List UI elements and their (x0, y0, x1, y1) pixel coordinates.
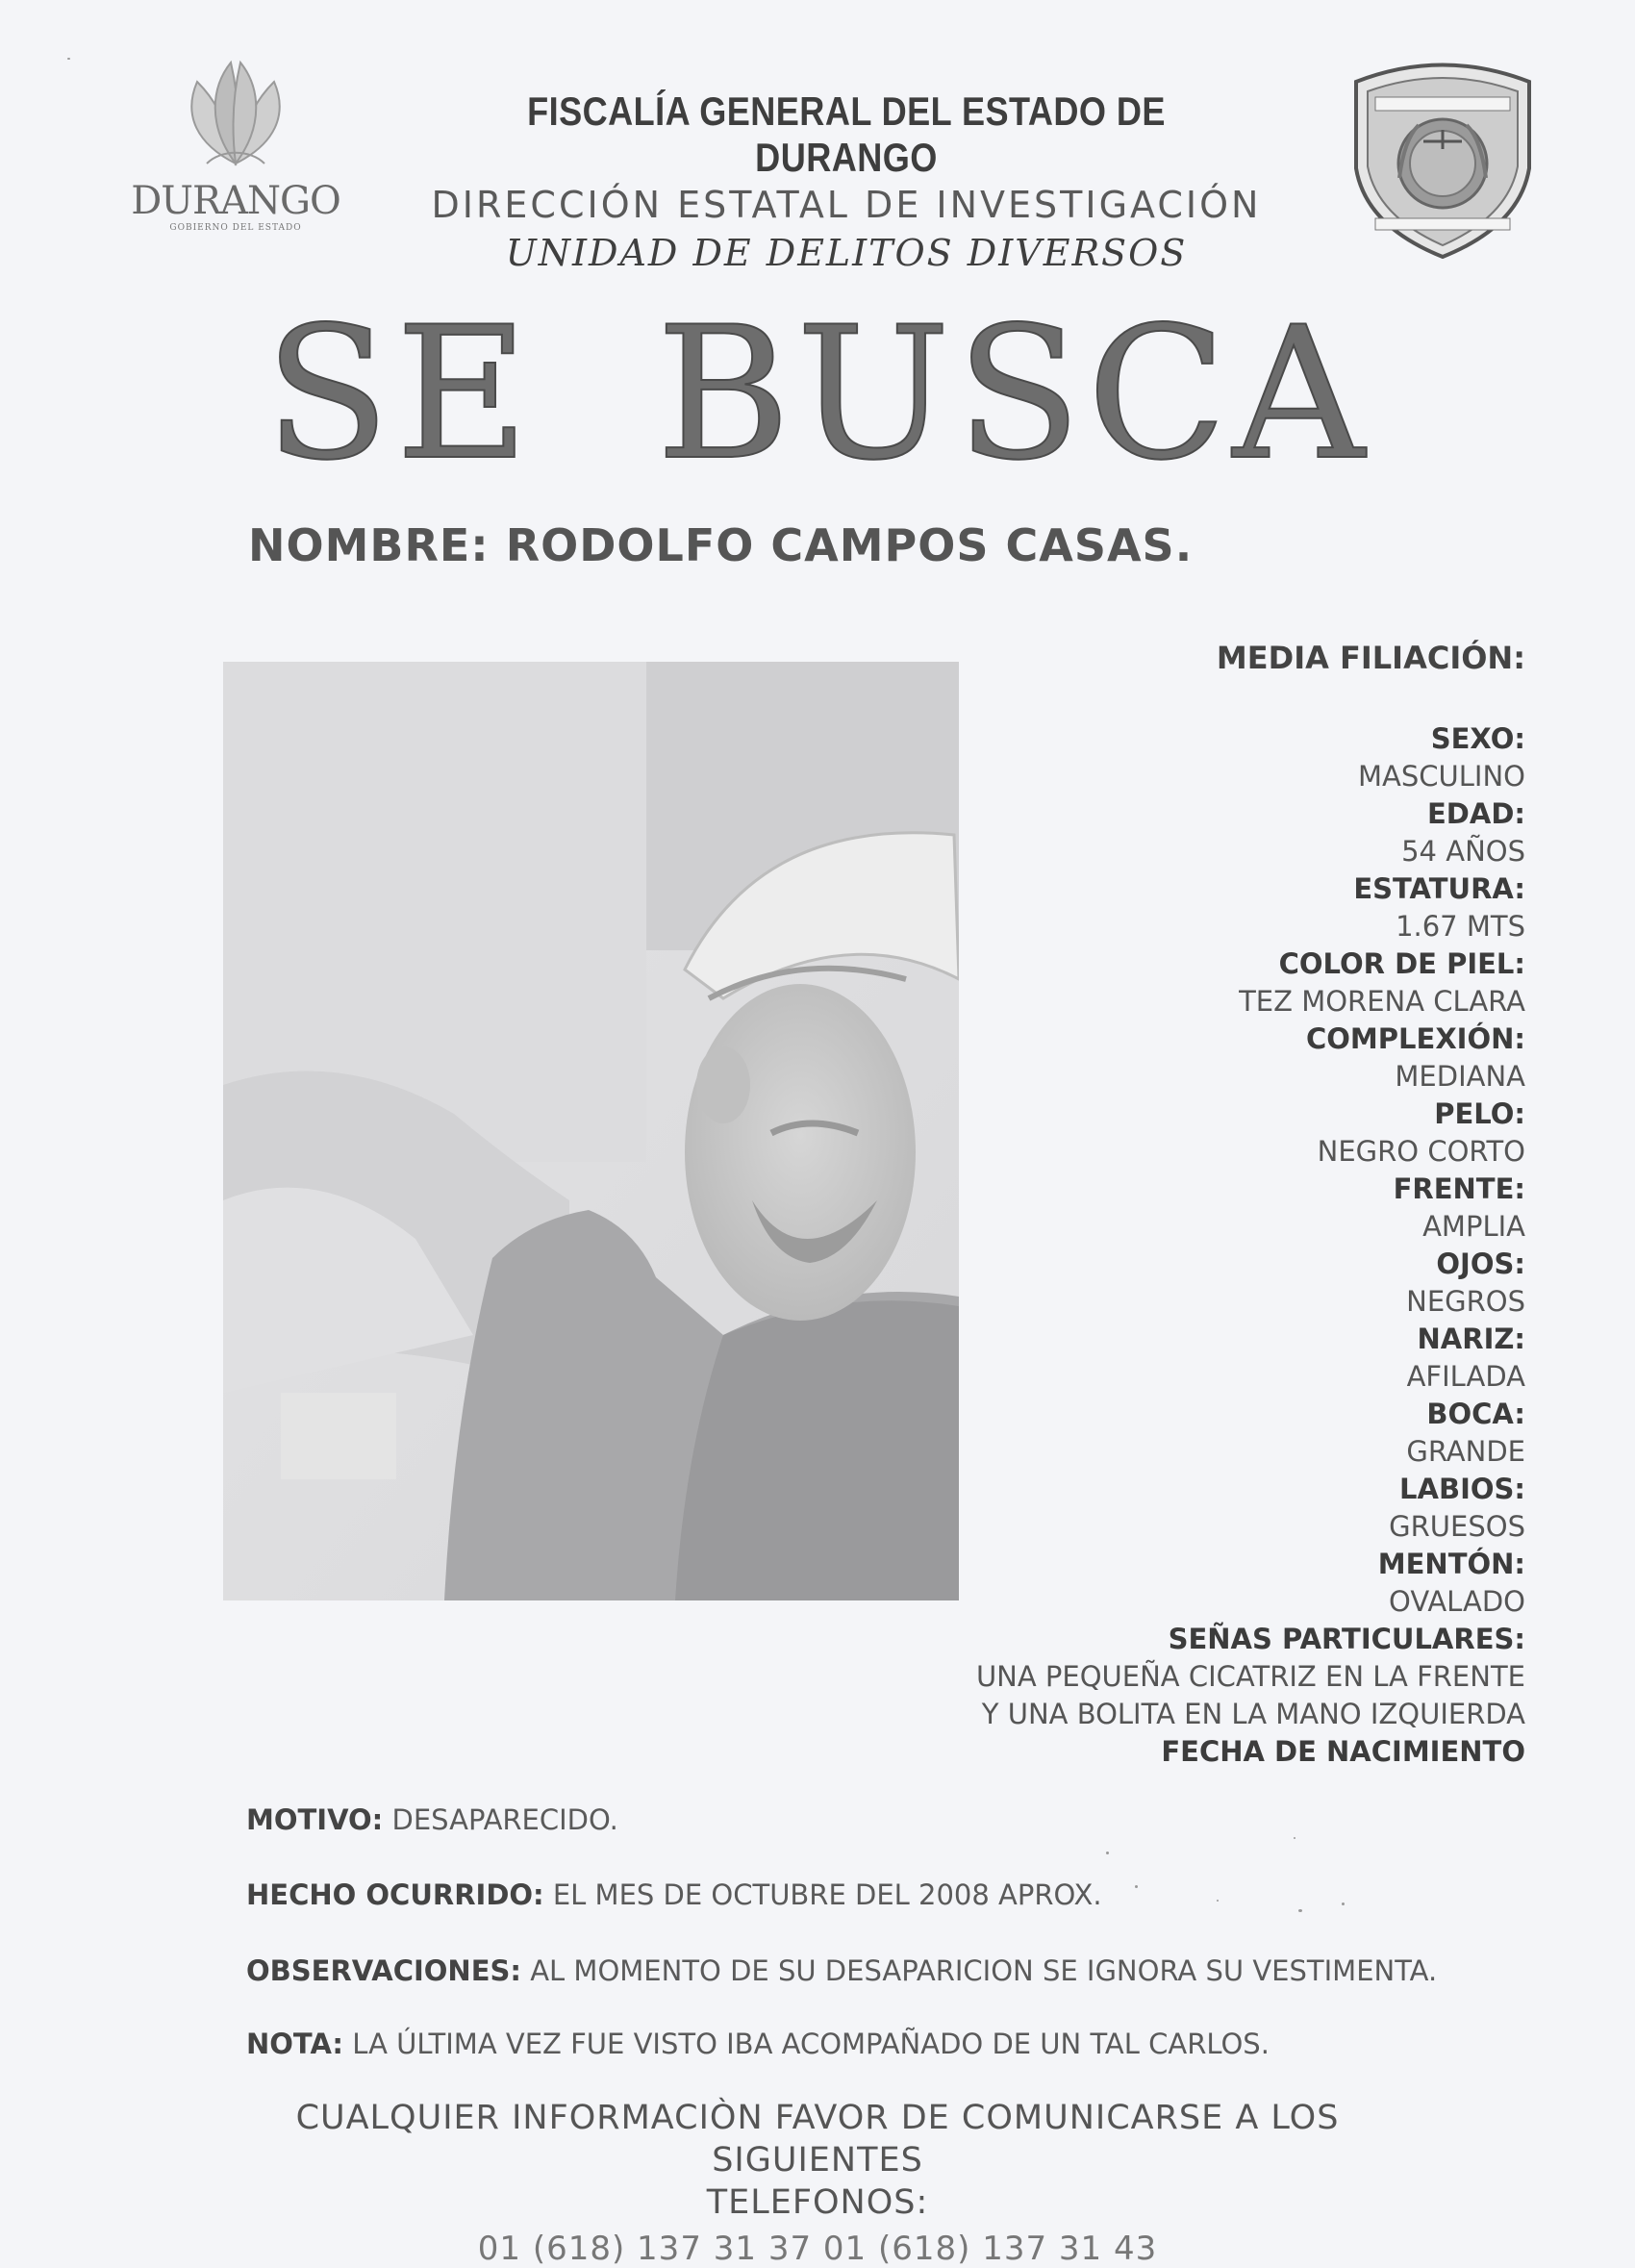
person-name (248, 519, 1193, 571)
field-ojos (894, 1246, 1525, 1321)
senas-line-1: UNA PEQUEÑA CICATRIZ EN LA FRENTE (975, 1660, 1525, 1693)
field-complexion (894, 1021, 1525, 1096)
senas-label: SEÑAS PARTICULARES: (1168, 1623, 1525, 1655)
dei-badge-icon (1346, 53, 1539, 260)
field-sexo (894, 720, 1525, 795)
field-label: OJOS: (1436, 1247, 1525, 1280)
agency-name: FISCALÍA GENERAL DEL ESTADO DE DURANGO (527, 88, 1166, 180)
motivo-value: DESAPARECIDO. (391, 1803, 618, 1836)
field-label: NARIZ: (1417, 1323, 1525, 1355)
field-value: AMPLIA (1422, 1210, 1525, 1243)
field-value: GRUESOS (1389, 1510, 1525, 1543)
hecho-value: EL MES DE OCTUBRE DEL 2008 APROX. (552, 1878, 1102, 1911)
field-label: COMPLEXIÓN: (1305, 1022, 1525, 1055)
observaciones-line (246, 1954, 1437, 1987)
field-label: EDAD: (1427, 797, 1525, 830)
field-label: BOCA: (1426, 1398, 1525, 1430)
motivo-line (246, 1803, 618, 1836)
field-label: FRENTE: (1393, 1172, 1525, 1205)
contact-line-2: TELEFONOS: (706, 2183, 929, 2222)
field-value: 1.67 MTS (1396, 910, 1525, 943)
senas-line-2: Y UNA BOLITA EN LA MANO IZQUIERDA (981, 1698, 1525, 1730)
durango-logo (125, 58, 346, 250)
name-label: NOMBRE: (248, 519, 490, 571)
observaciones-label: OBSERVACIONES: (246, 1954, 521, 1987)
field-frente (894, 1171, 1525, 1246)
logo-subtitle: GOBIERNO DEL ESTADO (169, 223, 302, 233)
field-boca (894, 1396, 1525, 1471)
field-menton (894, 1546, 1525, 1621)
hecho-line (246, 1878, 1102, 1911)
field-value: AFILADA (1406, 1360, 1525, 1393)
nota-label: NOTA: (246, 2028, 344, 2060)
field-color-piel (894, 945, 1525, 1021)
description-heading: MEDIA FILIACIÓN: (1216, 640, 1525, 676)
unit-name: UNIDAD DE DELITOS DIVERSOS (505, 232, 1188, 274)
missing-person-photo (223, 662, 959, 1600)
field-label: COLOR DE PIEL: (1278, 947, 1525, 980)
field-label: MENTÓN: (1377, 1548, 1525, 1580)
header-block (365, 88, 1327, 277)
field-value: NEGROS (1406, 1285, 1525, 1318)
field-pelo (894, 1096, 1525, 1171)
physical-description (894, 640, 1525, 1771)
butterfly-icon (178, 58, 293, 183)
contact-line-1: CUALQUIER INFORMACIÒN FAVOR DE COMUNICARSE A LOS SIGUIENTES (295, 2099, 1340, 2180)
field-nariz (894, 1321, 1525, 1396)
motivo-label: MOTIVO: (246, 1803, 384, 1836)
wanted-title: SE BUSCA (264, 288, 1371, 500)
field-labios (894, 1471, 1525, 1546)
field-label: PELO: (1434, 1097, 1525, 1130)
nota-value: LA ÚLTIMA VEZ FUE VISTO IBA ACOMPAÑADO DE UN TAL CARLOS. (352, 2028, 1270, 2060)
name-value: RODOLFO CAMPOS CASAS. (505, 519, 1194, 571)
field-label: ESTATURA: (1353, 872, 1525, 905)
field-value: TEZ MORENA CLARA (1239, 985, 1525, 1018)
birthdate-label: FECHA DE NACIMIENTO (1161, 1735, 1525, 1768)
hecho-label: HECHO OCURRIDO: (246, 1878, 544, 1911)
field-label: SEXO: (1430, 722, 1525, 755)
phone-numbers: 01 (618) 137 31 37 01 (618) 137 31 43 (477, 2230, 1158, 2268)
nota-line (246, 2028, 1270, 2060)
field-value: MEDIANA (1395, 1060, 1525, 1093)
field-value: NEGRO CORTO (1317, 1135, 1525, 1168)
field-value: GRANDE (1406, 1435, 1525, 1468)
logo-wordmark: DURANGO (131, 179, 340, 223)
field-value: MASCULINO (1358, 760, 1525, 793)
field-label: LABIOS: (1399, 1473, 1525, 1505)
contact-instructions (192, 2097, 1443, 2224)
field-edad (894, 795, 1525, 870)
field-value: 54 AÑOS (1401, 835, 1525, 868)
field-estatura (894, 870, 1525, 945)
observaciones-value: AL MOMENTO DE SU DESAPARICION SE IGNORA SU VESTIMENTA. (530, 1954, 1438, 1987)
directorate-name: DIRECCIÓN ESTATAL DE INVESTIGACIÓN (431, 184, 1262, 226)
field-value: OVALADO (1389, 1585, 1525, 1618)
